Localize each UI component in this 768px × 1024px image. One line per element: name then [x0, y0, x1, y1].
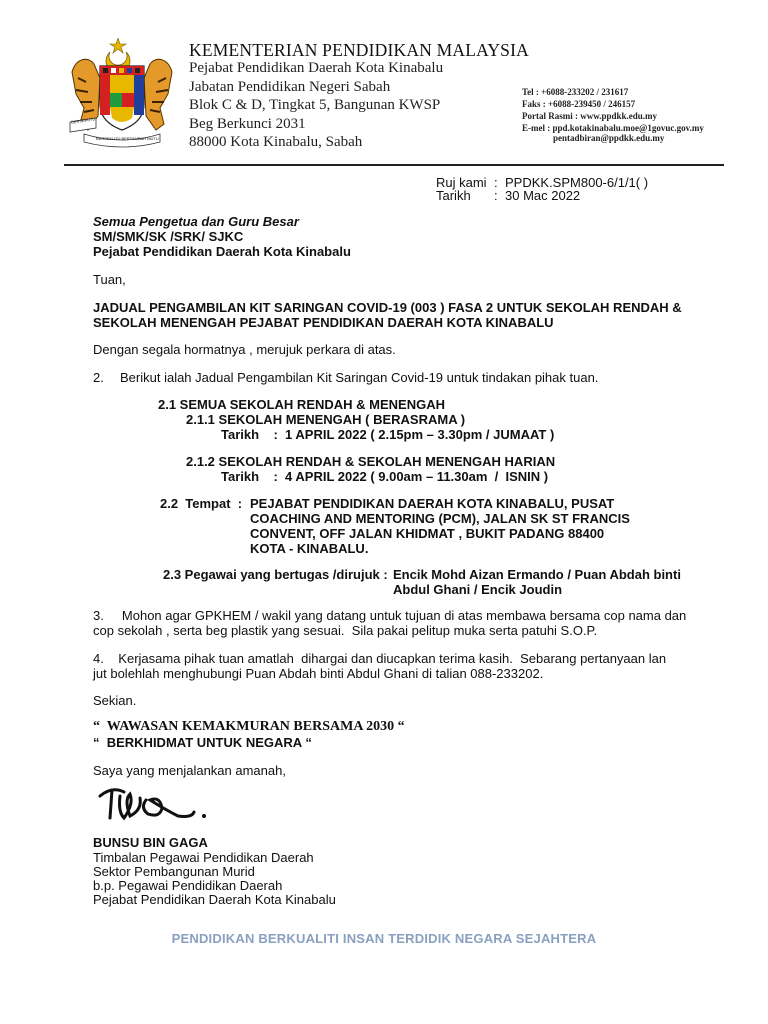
- para-4-line-2: jut bolehlah menghubungi Puan Abdah binti Abdul Ghani di talian 088-233202.: [93, 666, 544, 681]
- date-value: 30 Mac 2022: [505, 188, 581, 203]
- signatory-line-3: b.p. Pegawai Pendidikan Daerah: [93, 878, 283, 893]
- signatory-line-2: Sektor Pembangunan Murid: [93, 864, 255, 879]
- address-line-4: Beg Berkunci 2031: [189, 116, 306, 132]
- para-4-line-1: 4. Kerjasama pihak tuan amatlah dihargai dan diucapkan terima kasih. Sebarang pertanyaan lan: [93, 651, 667, 666]
- signatory-name: BUNSU BIN GAGA: [93, 835, 208, 850]
- para-3-line-1: 3. Mohon agar GPKHEM / wakil yang datang untuk tujuan di atas membawa bersama cop nama dan: [93, 608, 687, 623]
- ref-label: Ruj kami: [436, 175, 487, 190]
- section-2-1-title: 2.1 SEMUA SEKOLAH RENDAH & MENENGAH: [158, 397, 445, 412]
- header-divider: [64, 164, 724, 166]
- venue-line-2: COACHING AND MENTORING (PCM), JALAN SK ST FRANCIS: [250, 511, 630, 526]
- subject-line-2: SEKOLAH MENENGAH PEJABAT PENDIDIKAN DAERAH KOTA KINABALU: [93, 315, 554, 330]
- section-2-1-2-title: 2.1.2 SEKOLAH RENDAH & SEKOLAH MENENGAH HARIAN: [186, 454, 556, 469]
- section-2-1-1-date: Tarikh : 1 APRIL 2022 ( 2.15pm – 3.30pm / JUMAAT ): [221, 427, 555, 442]
- date-colon: :: [494, 188, 498, 203]
- para-2-text: Berikut ialah Jadual Pengambilan Kit Saringan Covid-19 untuk tindakan pihak tuan.: [120, 370, 599, 385]
- address-line-2: Jabatan Pendidikan Negeri Sabah: [189, 79, 391, 95]
- para-2-number: 2.: [93, 370, 104, 385]
- coat-of-arms-logo: [66, 38, 178, 148]
- section-2-1-2-date: Tarikh : 4 APRIL 2022 ( 9.00am – 11.30am / ISNIN ): [221, 469, 549, 484]
- crest-left-banner: BERSEKUTU: [70, 116, 96, 125]
- salutation: Tuan,: [93, 272, 126, 287]
- footer-slogan: PENDIDIKAN BERKUALITI INSAN TERDIDIK NEGARA SEJAHTERA: [171, 931, 597, 946]
- ministry-name: KEMENTERIAN PENDIDIKAN MALAYSIA: [189, 40, 529, 60]
- recipient-line-1: Semua Pengetua dan Guru Besar: [93, 214, 299, 229]
- motto-2: “ BERKHIDMAT UNTUK NEGARA “: [93, 735, 312, 750]
- contact-portal: Portal Rasmi : www.ppdkk.edu.my: [522, 111, 658, 121]
- crest-motto-banner: BERSEKUTU BERTAMBAH MUTU: [96, 136, 159, 141]
- venue-line-1: PEJABAT PENDIDIKAN DAERAH KOTA KINABALU, PUSAT: [250, 496, 615, 511]
- motto-1: “ WAWASAN KEMAKMURAN BERSAMA 2030 “: [93, 719, 405, 734]
- opening-line: Dengan segala hormatnya , merujuk perkara di atas.: [93, 342, 396, 357]
- address-line-1: Pejabat Pendidikan Daerah Kota Kinabalu: [189, 60, 444, 76]
- venue-line-3: CONVENT, OFF JALAN KHIDMAT , BUKIT PADANG 88400: [250, 526, 605, 541]
- recipient-line-2: SM/SMK/SK /SRK/ SJKC: [93, 229, 244, 244]
- address-line-3: Blok C & D, Tingkat 5, Bangunan KWSP: [189, 97, 441, 113]
- address-line-5: 88000 Kota Kinabalu, Sabah: [189, 134, 363, 150]
- closing: Sekian.: [93, 693, 137, 708]
- signatory-line-4: Pejabat Pendidikan Daerah Kota Kinabalu: [93, 892, 336, 907]
- sign-off: Saya yang menjalankan amanah,: [93, 763, 286, 778]
- section-2-3-label: 2.3 Pegawai yang bertugas /dirujuk :: [163, 567, 388, 582]
- officer-line-2: Abdul Ghani / Encik Joudin: [393, 582, 563, 597]
- para-3-line-2: cop sekolah , serta beg plastik yang sesuai. Sila pakai pelitup muka serta patuhi S.O.P.: [93, 623, 598, 638]
- contact-tel: Tel : +6088-233202 / 231617: [522, 87, 629, 97]
- officer-line-1: Encik Mohd Aizan Ermando / Puan Abdah binti: [393, 567, 681, 582]
- ref-value: PPDKK.SPM800-6/1/1( ): [505, 175, 649, 190]
- ref-colon: :: [494, 175, 498, 190]
- section-2-1-1-title: 2.1.1 SEKOLAH MENENGAH ( BERASRAMA ): [186, 412, 466, 427]
- recipient-line-3: Pejabat Pendidikan Daerah Kota Kinabalu: [93, 244, 351, 259]
- contact-fax: Faks : +6088-239450 / 246157: [522, 99, 636, 109]
- signatory-line-1: Timbalan Pegawai Pendidikan Daerah: [93, 850, 314, 865]
- subject-line-1: JADUAL PENGAMBILAN KIT SARINGAN COVID-19 (003 ) FASA 2 UNTUK SEKOLAH RENDAH &: [93, 300, 682, 315]
- date-label: Tarikh: [436, 188, 471, 203]
- contact-email-2: pentadbiran@ppdkk.edu.my: [553, 133, 665, 143]
- section-2-2-label: 2.2 Tempat :: [160, 496, 243, 511]
- venue-line-4: KOTA - KINABALU.: [250, 541, 369, 556]
- signature-image: [94, 782, 212, 828]
- contact-email: E-mel : ppd.kotakinabalu.moe@1govuc.gov.my: [522, 123, 704, 133]
